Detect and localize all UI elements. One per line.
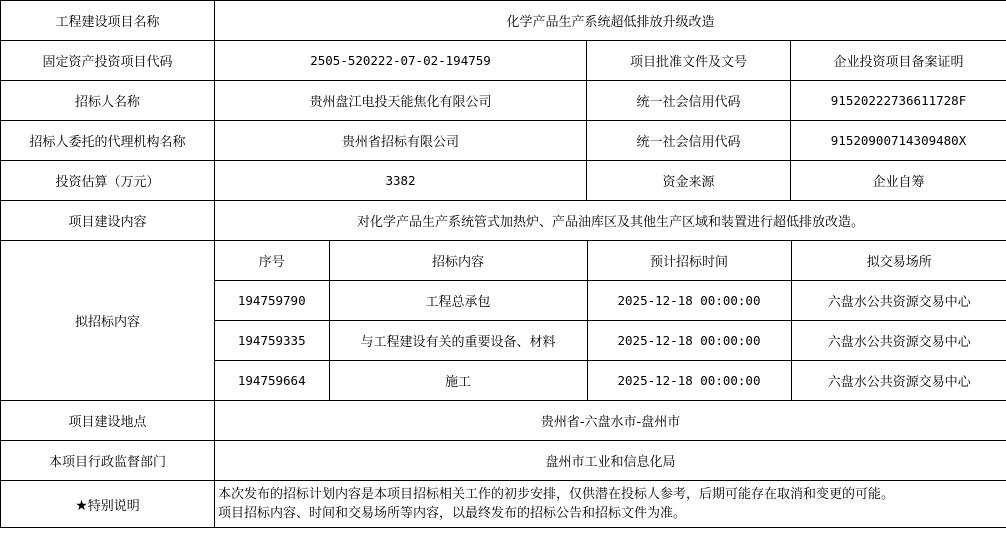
fund-source-label: 资金来源 [587,161,791,201]
supervisor-label: 本项目行政监督部门 [1,441,215,481]
investment-code-label: 固定资产投资项目代码 [1,41,215,81]
planned-bidding-cell [215,241,1006,401]
project-name-label: 工程建设项目名称 [1,1,215,41]
agency-label: 招标人委托的代理机构名称 [1,121,215,161]
row-venue: 六盘水公共资源交易中心 [791,281,1006,321]
row-seq: 194759335 [215,321,329,361]
row-content: 与工程建设有关的重要设备、材料 [329,321,587,361]
note-label-cell [1,481,215,528]
header-time: 预计招标时间 [587,241,791,281]
tenderer-value: 贵州盘江电投天能焦化有限公司 [215,81,587,121]
note-value [215,481,1006,528]
tenderer-credit-value: 91520222736611728F [791,81,1006,121]
approval-doc-label: 项目批准文件及文号 [587,41,791,81]
row-investment-code [1,41,1006,81]
tenderer-credit-label: 统一社会信用代码 [587,81,791,121]
row-supervisor [1,441,1006,481]
note-label: 特别说明 [87,498,140,514]
row-content: 工程总承包 [329,281,587,321]
row-venue: 六盘水公共资源交易中心 [791,361,1006,401]
approval-doc-value: 企业投资项目备案证明 [791,41,1006,81]
table-row [215,281,1006,321]
investment-value: 3382 [215,161,587,201]
agency-value: 贵州省招标有限公司 [215,121,587,161]
project-name-value: 化学产品生产系统超低排放升级改造 [215,1,1006,41]
tenderer-label: 招标人名称 [1,81,215,121]
location-value: 贵州省-六盘水市-盘州市 [215,401,1006,441]
row-seq: 194759664 [215,361,329,401]
planned-bidding-table [215,241,1006,400]
row-seq: 194759790 [215,281,329,321]
agency-credit-value: 91520900714309480X [791,121,1006,161]
row-tenderer [1,81,1006,121]
header-content: 招标内容 [329,241,587,281]
header-venue: 拟交易场所 [791,241,1006,281]
row-venue: 六盘水公共资源交易中心 [791,321,1006,361]
planned-bidding-header-row [215,241,1006,281]
table-row [215,361,1006,401]
row-note [1,481,1006,528]
investment-code-value: 2505-520222-07-02-194759 [215,41,587,81]
content-label: 项目建设内容 [1,201,215,241]
row-project-name [1,1,1006,41]
row-content: 施工 [329,361,587,401]
location-label: 项目建设地点 [1,401,215,441]
star-icon: ★ [75,497,88,514]
table-row [215,321,1006,361]
fund-source-value: 企业自筹 [791,161,1006,201]
note-line-2: 项目招标内容、时间和交易场所等内容，以最终发布的招标公告和招标文件为准。 [218,506,687,521]
header-seq: 序号 [258,255,285,270]
row-time: 2025-12-18 00:00:00 [587,321,791,361]
row-investment [1,161,1006,201]
investment-label: 投资估算（万元） [1,161,215,201]
row-location [1,401,1006,441]
planned-bidding-label: 拟招标内容 [1,241,215,401]
content-value: 对化学产品生产系统管式加热炉、产品油库区及其他生产区域和装置进行超低排放改造。 [215,201,1006,241]
supervisor-value: 盘州市工业和信息化局 [215,441,1006,481]
agency-credit-label: 统一社会信用代码 [587,121,791,161]
row-time: 2025-12-18 00:00:00 [587,281,791,321]
note-line-1: 本次发布的招标计划内容是本项目招标相关工作的初步安排，仅供潜在投标人参考，后期可能存在取消和变更的可能。 [218,487,895,502]
row-time: 2025-12-18 00:00:00 [587,361,791,401]
row-agency [1,121,1006,161]
row-planned-bidding [1,241,1006,401]
row-content [1,201,1006,241]
